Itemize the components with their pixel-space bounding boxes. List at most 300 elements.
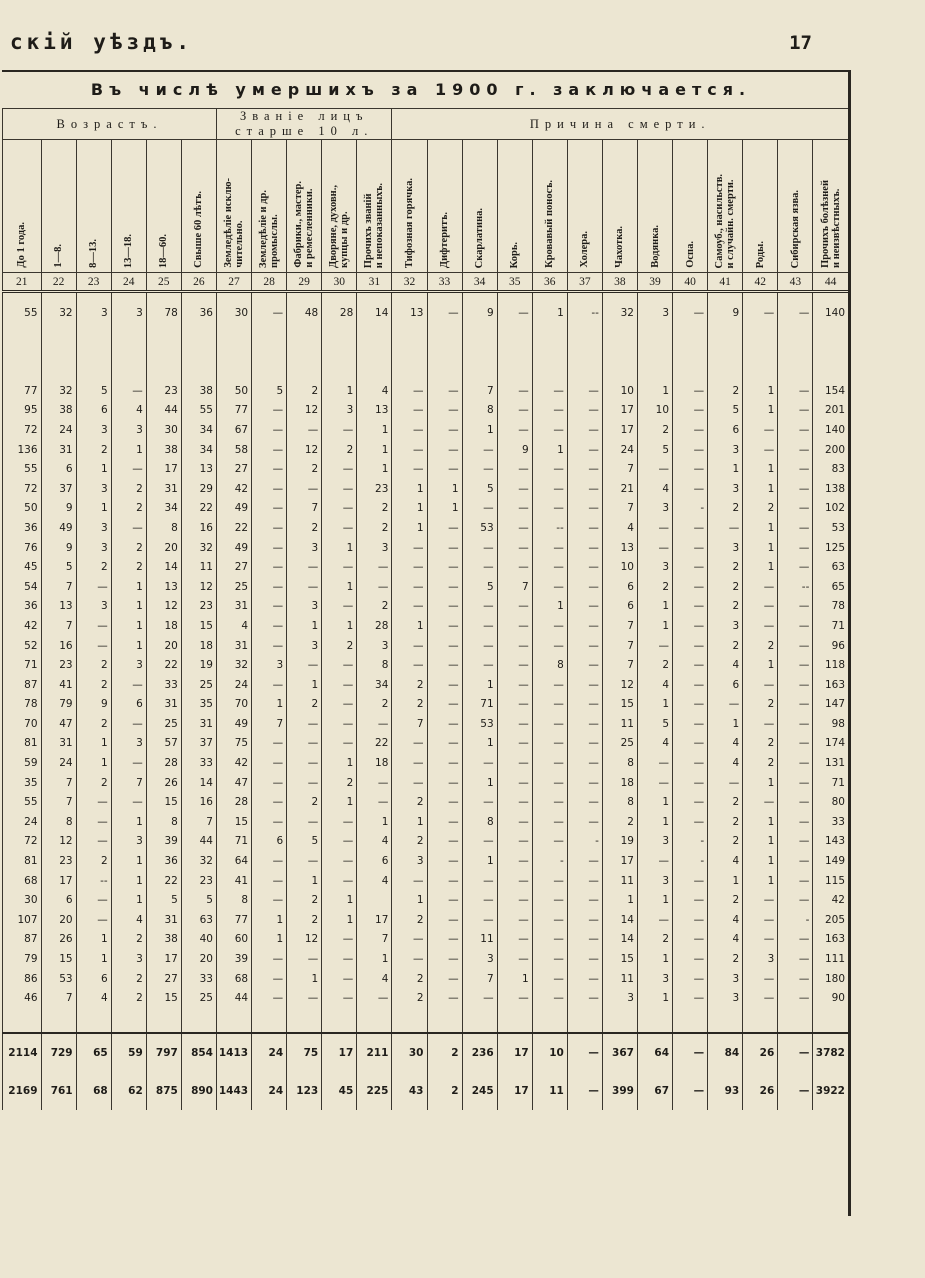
table-cell: — xyxy=(567,557,602,577)
column-number-35: 35 xyxy=(497,273,532,292)
table-cell: — xyxy=(252,597,287,617)
table-cell: — xyxy=(532,675,567,695)
table-cell: — xyxy=(252,734,287,754)
table-cell: 11 xyxy=(602,969,637,989)
table-cell: 79 xyxy=(3,949,42,969)
table-cell: — xyxy=(252,988,287,1008)
column-header-41 xyxy=(708,140,743,273)
table-cell: — xyxy=(532,538,567,558)
table-cell: 44 xyxy=(216,988,251,1008)
table-cell: — xyxy=(462,792,497,812)
table-cell: 33 xyxy=(181,969,216,989)
table-cell: 87 xyxy=(3,930,42,950)
table-cell: — xyxy=(497,655,532,675)
table-cell: 4 xyxy=(602,518,637,538)
table-cell: 2 xyxy=(287,695,322,715)
table-cell: 36 xyxy=(181,292,216,334)
table-cell: 1 xyxy=(322,538,357,558)
table-cell: 2 xyxy=(76,557,111,577)
table-cell: 1 xyxy=(743,459,778,479)
table-cell: — xyxy=(532,890,567,910)
table-cell: 102 xyxy=(813,499,848,519)
table-cell: 3 xyxy=(637,499,672,519)
table-cell: — xyxy=(497,832,532,852)
table-cell: 131 xyxy=(813,753,848,773)
table-cell: 1 xyxy=(252,695,287,715)
table-cell: 68 xyxy=(76,1072,111,1110)
total-row xyxy=(3,1033,849,1072)
table-row xyxy=(3,499,849,519)
table-cell: 1 xyxy=(111,597,146,617)
table-cell: 9 xyxy=(76,695,111,715)
table-cell: 95 xyxy=(3,401,42,421)
table-cell: — xyxy=(252,401,287,421)
table-cell: — xyxy=(462,459,497,479)
table-cell: 63 xyxy=(813,557,848,577)
table-cell: 44 xyxy=(146,401,181,421)
table-cell: 26 xyxy=(41,930,76,950)
table-cell: 2 xyxy=(708,812,743,832)
table-cell: - xyxy=(673,851,708,871)
column-label: 13—18. xyxy=(123,233,135,268)
table-cell: — xyxy=(673,753,708,773)
table-cell: 2 xyxy=(743,695,778,715)
table-cell: 200 xyxy=(813,440,848,460)
table-cell: — xyxy=(111,753,146,773)
table-cell: 3 xyxy=(111,292,146,334)
table-cell: 2 xyxy=(743,753,778,773)
table-cell: 35 xyxy=(181,695,216,715)
table-cell: — xyxy=(673,1072,708,1110)
table-cell: — xyxy=(76,910,111,930)
table-cell: 72 xyxy=(3,832,42,852)
table-row xyxy=(3,753,849,773)
table-cell: — xyxy=(778,949,813,969)
column-header-row xyxy=(3,140,849,273)
table-cell: 3 xyxy=(637,832,672,852)
table-cell: 53 xyxy=(462,714,497,734)
column-header-38 xyxy=(602,140,637,273)
table-cell: 2 xyxy=(392,969,427,989)
table-cell: 30 xyxy=(216,292,251,334)
table-cell: 20 xyxy=(146,636,181,656)
table-cell: 15 xyxy=(41,949,76,969)
table-cell: 3 xyxy=(111,734,146,754)
table-cell: 6 xyxy=(111,695,146,715)
table-cell: 5 xyxy=(637,440,672,460)
table-cell: 71 xyxy=(813,616,848,636)
table-cell: — xyxy=(462,910,497,930)
table-cell: — xyxy=(392,773,427,793)
table-cell: — xyxy=(357,988,392,1008)
column-number-36: 36 xyxy=(532,273,567,292)
table-cell: — xyxy=(778,675,813,695)
table-cell: — xyxy=(322,695,357,715)
table-cell: — xyxy=(567,949,602,969)
table-cell: — xyxy=(427,577,462,597)
table-cell: — xyxy=(673,930,708,950)
table-cell: 98 xyxy=(813,714,848,734)
table-cell: — xyxy=(567,734,602,754)
table-cell: — xyxy=(427,695,462,715)
table-cell: 2 xyxy=(743,636,778,656)
table-cell: — xyxy=(743,910,778,930)
column-label: Роды. xyxy=(754,240,766,268)
table-cell: 211 xyxy=(357,1033,392,1072)
mortality-table xyxy=(2,108,848,1110)
column-number-row xyxy=(3,273,849,292)
table-cell: 6 xyxy=(602,577,637,597)
table-cell: 17 xyxy=(41,871,76,891)
table-cell: 58 xyxy=(216,440,251,460)
table-cell: 4 xyxy=(637,734,672,754)
table-cell: 2 xyxy=(637,930,672,950)
column-header-32 xyxy=(392,140,427,273)
table-cell: 3 xyxy=(357,538,392,558)
column-header-30 xyxy=(322,140,357,273)
column-number-29: 29 xyxy=(287,273,322,292)
table-cell: — xyxy=(637,753,672,773)
table-cell: 2 xyxy=(392,988,427,1008)
table-cell: — xyxy=(532,401,567,421)
table-cell: — xyxy=(252,969,287,989)
table-cell: — xyxy=(392,557,427,577)
column-number-27: 27 xyxy=(216,273,251,292)
table-cell: — xyxy=(673,459,708,479)
mortality-table-frame xyxy=(2,70,851,1216)
table-cell: 67 xyxy=(637,1072,672,1110)
table-cell: 2 xyxy=(708,577,743,597)
table-cell: 38 xyxy=(181,381,216,401)
table-cell: 7 xyxy=(41,792,76,812)
table-cell: 2 xyxy=(76,655,111,675)
table-cell: — xyxy=(673,381,708,401)
table-cell: 15 xyxy=(602,695,637,715)
table-cell: — xyxy=(392,381,427,401)
column-label: 1—8. xyxy=(53,244,65,268)
column-header-23 xyxy=(76,140,111,273)
table-cell: 17 xyxy=(357,910,392,930)
table-cell: 1 xyxy=(637,988,672,1008)
table-cell: — xyxy=(532,577,567,597)
table-cell: 3 xyxy=(602,988,637,1008)
table-cell: 7 xyxy=(602,616,637,636)
table-cell: 23 xyxy=(41,851,76,871)
table-cell: 38 xyxy=(146,930,181,950)
column-label: Дворяне, духовн., купцы и др. xyxy=(328,185,351,268)
table-cell: — xyxy=(708,518,743,538)
table-cell: 797 xyxy=(146,1033,181,1072)
table-cell: 23 xyxy=(41,655,76,675)
table-cell: 55 xyxy=(3,459,42,479)
column-label: Чахотка. xyxy=(614,226,626,268)
table-cell: — xyxy=(427,381,462,401)
table-cell: — xyxy=(76,832,111,852)
table-cell: 2 xyxy=(708,381,743,401)
table-cell: — xyxy=(287,557,322,577)
table-cell: 1 xyxy=(357,949,392,969)
table-cell: — xyxy=(497,538,532,558)
table-cell: — xyxy=(322,518,357,538)
table-cell: 2 xyxy=(637,420,672,440)
table-cell: — xyxy=(427,292,462,334)
table-cell: 54 xyxy=(3,577,42,597)
table-cell: — xyxy=(567,479,602,499)
table-cell: 23 xyxy=(146,381,181,401)
table-cell: — xyxy=(252,499,287,519)
table-cell: 8 xyxy=(146,812,181,832)
table-cell: 2 xyxy=(322,440,357,460)
table-cell: — xyxy=(778,518,813,538)
table-cell: 12 xyxy=(287,930,322,950)
table-cell: 12 xyxy=(146,597,181,617)
table-cell: 9 xyxy=(41,538,76,558)
table-cell: 125 xyxy=(813,538,848,558)
table-cell: — xyxy=(497,851,532,871)
table-cell: 7 xyxy=(252,714,287,734)
table-row xyxy=(3,812,849,832)
table-cell: 17 xyxy=(322,1033,357,1072)
table-cell: — xyxy=(111,714,146,734)
table-cell: 2 xyxy=(708,636,743,656)
table-cell: 16 xyxy=(181,518,216,538)
table-cell: 1 xyxy=(462,675,497,695)
table-row xyxy=(3,773,849,793)
table-row xyxy=(3,871,849,891)
table-cell: 3 xyxy=(708,988,743,1008)
table-cell: 154 xyxy=(813,381,848,401)
table-cell: 1 xyxy=(76,499,111,519)
table-cell: 118 xyxy=(813,655,848,675)
table-cell: 1 xyxy=(743,773,778,793)
table-cell: — xyxy=(532,499,567,519)
table-cell: 4 xyxy=(708,734,743,754)
table-cell: 22 xyxy=(216,518,251,538)
table-cell: — xyxy=(637,851,672,871)
column-number-23: 23 xyxy=(76,273,111,292)
table-cell: 90 xyxy=(813,988,848,1008)
table-cell: — xyxy=(497,459,532,479)
table-cell: — xyxy=(462,557,497,577)
table-cell: 22 xyxy=(357,734,392,754)
table-cell: 1 xyxy=(462,851,497,871)
table-cell: — xyxy=(252,773,287,793)
column-number-43: 43 xyxy=(778,273,813,292)
column-label: Корь. xyxy=(509,241,521,268)
table-cell: 1 xyxy=(111,616,146,636)
table-cell: — xyxy=(673,890,708,910)
table-cell: — xyxy=(392,597,427,617)
table-cell: 25 xyxy=(602,734,637,754)
table-cell: — xyxy=(322,969,357,989)
table-cell: 1 xyxy=(111,890,146,910)
table-cell: 26 xyxy=(743,1033,778,1072)
table-cell: — xyxy=(392,401,427,421)
table-cell: — xyxy=(497,871,532,891)
table-cell: — xyxy=(673,695,708,715)
column-header-44 xyxy=(813,140,848,273)
table-cell: 399 xyxy=(602,1072,637,1110)
table-cell: 16 xyxy=(181,792,216,812)
column-header-31 xyxy=(357,140,392,273)
table-cell: — xyxy=(567,1033,602,1072)
table-cell: — xyxy=(778,420,813,440)
table-cell: — xyxy=(708,695,743,715)
table-cell: — xyxy=(532,714,567,734)
table-cell: 45 xyxy=(3,557,42,577)
table-cell: 7 xyxy=(41,988,76,1008)
table-cell: 5 xyxy=(76,381,111,401)
table-cell: 1 xyxy=(322,577,357,597)
table-cell: — xyxy=(287,949,322,969)
table-cell: — xyxy=(287,479,322,499)
table-cell: 12 xyxy=(287,440,322,460)
table-cell: 13 xyxy=(357,401,392,421)
table-cell: — xyxy=(673,1033,708,1072)
table-cell: — xyxy=(778,753,813,773)
table-cell: — xyxy=(637,910,672,930)
table-cell: — xyxy=(497,792,532,812)
table-cell: — xyxy=(427,753,462,773)
table-cell: 1 xyxy=(392,499,427,519)
table-cell: 1 xyxy=(287,616,322,636)
table-cell: — xyxy=(252,518,287,538)
table-cell: 5 xyxy=(287,832,322,852)
table-cell: 143 xyxy=(813,832,848,852)
table-cell: 1 xyxy=(743,381,778,401)
table-cell: 29 xyxy=(181,479,216,499)
table-cell: — xyxy=(567,871,602,891)
table-title: Въ числѣ умершихъ за 1900 г. заключается. xyxy=(90,80,752,99)
table-cell: — xyxy=(322,851,357,871)
column-label: Скарлатина. xyxy=(474,207,486,268)
column-number-25: 25 xyxy=(146,273,181,292)
table-cell: 2169 xyxy=(3,1072,42,1110)
table-row xyxy=(3,479,849,499)
table-cell: 14 xyxy=(602,930,637,950)
table-cell: 24 xyxy=(216,675,251,695)
column-number-39: 39 xyxy=(637,273,672,292)
table-cell: — xyxy=(778,695,813,715)
table-cell: — xyxy=(567,792,602,812)
table-cell: 72 xyxy=(3,420,42,440)
table-cell: 2 xyxy=(287,459,322,479)
table-cell: 2 xyxy=(637,655,672,675)
table-row xyxy=(3,714,849,734)
table-cell: — xyxy=(252,812,287,832)
table-cell: — xyxy=(497,479,532,499)
table-cell: 83 xyxy=(813,459,848,479)
table-cell: 45 xyxy=(322,1072,357,1110)
table-cell: — xyxy=(287,988,322,1008)
table-cell: 1 xyxy=(708,714,743,734)
table-cell: — xyxy=(322,812,357,832)
table-cell: 1 xyxy=(357,459,392,479)
table-cell: — xyxy=(673,792,708,812)
table-cell: 11 xyxy=(462,930,497,950)
table-cell: 93 xyxy=(708,1072,743,1110)
table-cell: 7 xyxy=(497,577,532,597)
table-cell: — xyxy=(322,459,357,479)
table-cell: — xyxy=(462,890,497,910)
table-row xyxy=(3,518,849,538)
table-row xyxy=(3,851,849,871)
table-cell: — xyxy=(673,655,708,675)
table-cell: 17 xyxy=(497,1033,532,1072)
table-cell: 2 xyxy=(287,890,322,910)
table-cell: — xyxy=(252,675,287,695)
table-cell: 1413 xyxy=(216,1033,251,1072)
column-label: Самоуб., насильств. и случайн. смерти. xyxy=(714,173,737,268)
table-cell: — xyxy=(532,930,567,950)
table-cell: 2114 xyxy=(3,1033,42,1072)
table-cell: 854 xyxy=(181,1033,216,1072)
table-cell: 33 xyxy=(146,675,181,695)
table-cell: 1 xyxy=(427,499,462,519)
table-cell: — xyxy=(427,538,462,558)
table-cell: 37 xyxy=(41,479,76,499)
table-cell: — xyxy=(567,851,602,871)
table-cell: 2 xyxy=(111,969,146,989)
table-cell: — xyxy=(778,930,813,950)
table-cell: — xyxy=(778,616,813,636)
table-cell: 70 xyxy=(3,714,42,734)
table-cell: 71 xyxy=(216,832,251,852)
table-cell: — xyxy=(637,459,672,479)
table-cell: 8 xyxy=(602,792,637,812)
table-cell: — xyxy=(673,401,708,421)
table-cell: 7 xyxy=(357,930,392,950)
column-header-33 xyxy=(427,140,462,273)
table-cell: — xyxy=(673,773,708,793)
table-cell: — xyxy=(673,577,708,597)
table-cell: 1 xyxy=(111,812,146,832)
table-cell: — xyxy=(567,988,602,1008)
table-row xyxy=(3,910,849,930)
table-cell: 3 xyxy=(637,292,672,334)
table-cell: — xyxy=(252,479,287,499)
table-cell: — xyxy=(673,949,708,969)
table-cell: 1 xyxy=(76,753,111,773)
table-cell: 53 xyxy=(41,969,76,989)
table-cell: — xyxy=(357,773,392,793)
column-number-40: 40 xyxy=(673,273,708,292)
table-cell: 163 xyxy=(813,930,848,950)
table-cell: 3 xyxy=(637,871,672,891)
table-cell: — xyxy=(743,792,778,812)
table-cell: 11 xyxy=(181,557,216,577)
table-cell: — xyxy=(76,792,111,812)
table-cell: — xyxy=(252,890,287,910)
table-cell: 31 xyxy=(41,440,76,460)
column-header-26 xyxy=(181,140,216,273)
table-cell: 2 xyxy=(111,499,146,519)
table-cell: — xyxy=(427,773,462,793)
table-cell: 64 xyxy=(216,851,251,871)
table-cell: — xyxy=(673,734,708,754)
table-cell: 3 xyxy=(743,949,778,969)
column-header-40 xyxy=(673,140,708,273)
table-cell: 34 xyxy=(181,440,216,460)
table-cell: — xyxy=(392,636,427,656)
table-cell: 4 xyxy=(357,871,392,891)
table-cell: — xyxy=(673,910,708,930)
table-cell: — xyxy=(778,890,813,910)
table-row xyxy=(3,557,849,577)
table-cell: 1 xyxy=(322,753,357,773)
table-cell: — xyxy=(462,988,497,1008)
table-cell: 7 xyxy=(462,381,497,401)
